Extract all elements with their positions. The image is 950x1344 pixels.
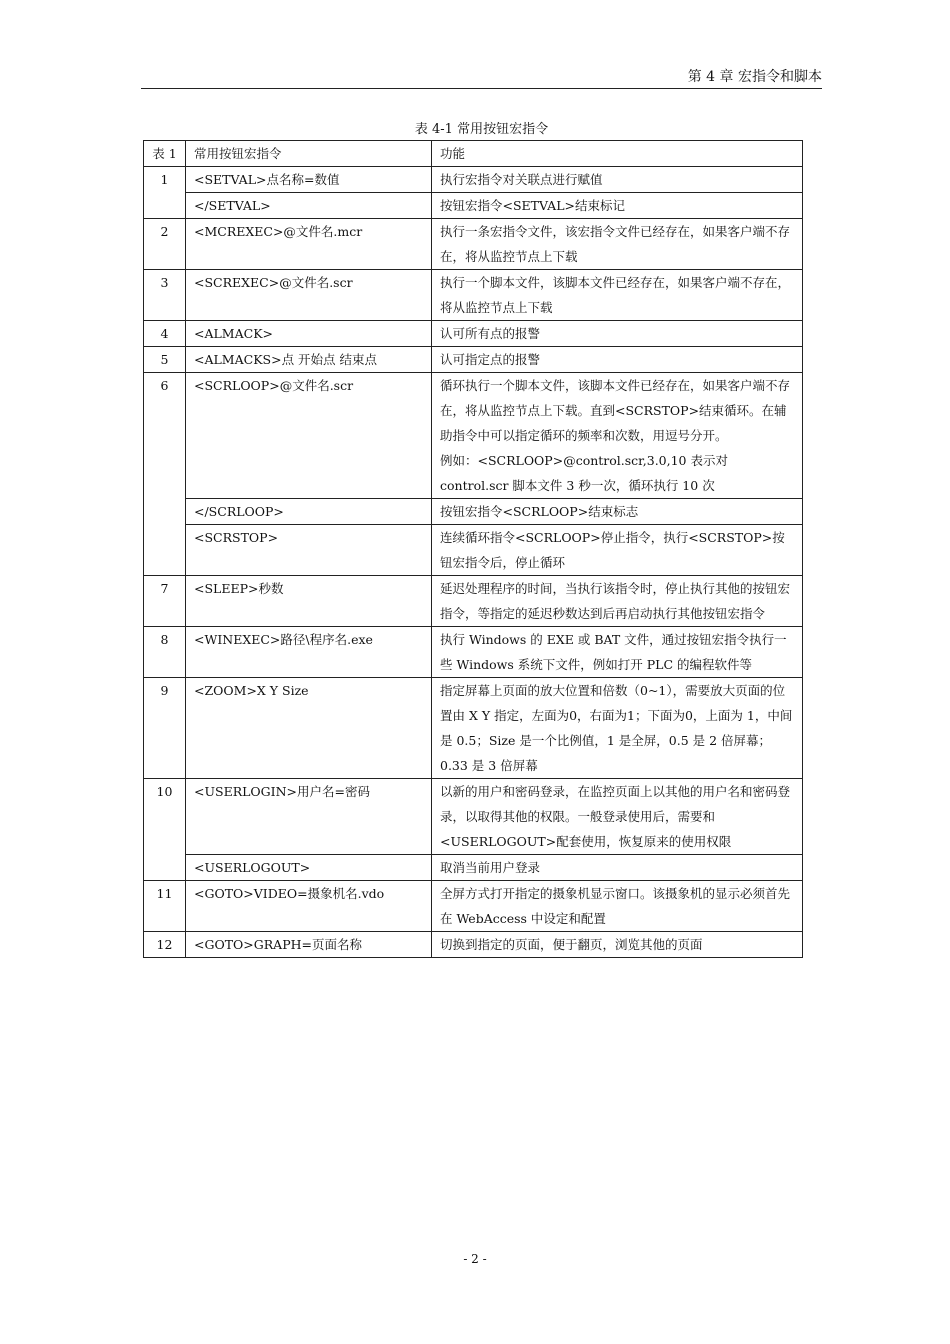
row-function: 认可指定点的报警 <box>432 347 803 373</box>
row-index: 3 <box>144 270 186 321</box>
table-caption: 表 4-1 常用按钮宏指令 <box>414 122 549 137</box>
table-header-row <box>144 141 803 167</box>
row-function <box>432 373 803 499</box>
row-function: 取消当前用户登录 <box>432 855 803 881</box>
page-number: - 2 - <box>463 1252 487 1266</box>
row-index: 7 <box>144 576 186 627</box>
table-row <box>144 576 803 627</box>
row-index: 5 <box>144 347 186 373</box>
row-command: <SLEEP>秒数 <box>186 576 432 627</box>
row-function: 以新的用户和密码登录，在监控页面上以其他的用户名和密码登录，以取得其他的权限。一般登录使用后，需要和<USERLOGOUT>配套使用，恢复原来的使用权限 <box>432 779 803 855</box>
row-function: 切换到指定的页面，便于翻页，浏览其他的页面 <box>432 932 803 958</box>
row-function: 认可所有点的报警 <box>432 321 803 347</box>
row-index: 9 <box>144 678 186 779</box>
row-index: 1 <box>144 167 186 219</box>
row-command: <SETVAL>点名称=数值 <box>186 167 432 193</box>
row-function: 连续循环指令<SCRLOOP>停止指令，执行<SCRSTOP>按钮宏指令后，停止循环 <box>432 525 803 576</box>
row-index: 4 <box>144 321 186 347</box>
row-command: </SCRLOOP> <box>186 499 432 525</box>
header-function: 功能 <box>432 141 803 167</box>
row-command: <ALMACK> <box>186 321 432 347</box>
row-index: 10 <box>144 779 186 881</box>
table-row <box>144 270 803 321</box>
table-row <box>144 881 803 932</box>
table-row <box>144 167 803 193</box>
row-index: 8 <box>144 627 186 678</box>
row-command: <SCRLOOP>@文件名.scr <box>186 373 432 499</box>
row-function: 执行宏指令对关联点进行赋值 <box>432 167 803 193</box>
row-index: 2 <box>144 219 186 270</box>
row-function: 按钮宏指令<SCRLOOP>结束标志 <box>432 499 803 525</box>
table-row <box>144 932 803 958</box>
table-row <box>144 373 803 499</box>
row-function: 执行一条宏指令文件，该宏指令文件已经存在，如果客户端不存在，将从监控节点上下载 <box>432 219 803 270</box>
table-row <box>144 321 803 347</box>
row-command: </SETVAL> <box>186 193 432 219</box>
header-index: 表 1 <box>144 141 186 167</box>
table-row <box>144 219 803 270</box>
function-example: 例如：<SCRLOOP>@control.scr,3.0,10 表示对 control.scr 脚本文件 3 秒一次，循环执行 10 次 <box>440 453 728 493</box>
row-command: <USERLOGIN>用户名=密码 <box>186 779 432 855</box>
row-command: <MCREXEC>@文件名.mcr <box>186 219 432 270</box>
macro-command-table <box>143 140 803 958</box>
function-description: 循环执行一个脚本文件，该脚本文件已经存在，如果客户端不存在，将从监控节点上下载。直到<SCRSTOP>结束循环。在辅助指令中可以指定循环的频率和次数，用逗号分开。 <box>440 378 791 443</box>
table-row <box>144 678 803 779</box>
table-row <box>144 627 803 678</box>
row-command: <SCREXEC>@文件名.scr <box>186 270 432 321</box>
row-index: 12 <box>144 932 186 958</box>
row-command: <GOTO>GRAPH=页面名称 <box>186 932 432 958</box>
table-row <box>144 525 803 576</box>
row-index: 6 <box>144 373 186 576</box>
header-rule <box>141 88 822 89</box>
table-row <box>144 499 803 525</box>
row-command: <ZOOM>X Y Size <box>186 678 432 779</box>
row-function: 执行一个脚本文件，该脚本文件已经存在，如果客户端不存在，将从监控节点上下载 <box>432 270 803 321</box>
table-row <box>144 855 803 881</box>
row-command: <ALMACKS>点 开始点 结束点 <box>186 347 432 373</box>
row-function: 执行 Windows 的 EXE 或 BAT 文件，通过按钮宏指令执行一些 Windows 系统下文件，例如打开 PLC 的编程软件等 <box>432 627 803 678</box>
row-function: 延迟处理程序的时间，当执行该指令时，停止执行其他的按钮宏指令，等指定的延迟秒数达到后再启动执行其他按钮宏指令 <box>432 576 803 627</box>
table-row <box>144 347 803 373</box>
row-index: 11 <box>144 881 186 932</box>
header-command: 常用按钮宏指令 <box>186 141 432 167</box>
row-command: <GOTO>VIDEO=摄象机名.vdo <box>186 881 432 932</box>
row-command: <WINEXEC>路径\程序名.exe <box>186 627 432 678</box>
table-row <box>144 779 803 855</box>
row-function: 按钮宏指令<SETVAL>结束标记 <box>432 193 803 219</box>
table-row <box>144 193 803 219</box>
row-command: <USERLOGOUT> <box>186 855 432 881</box>
row-function: 指定屏幕上页面的放大位置和倍数（0~1），需要放大页面的位置由 X Y 指定，左面为0，右面为1；下面为0，上面为 1，中间是 0.5；Size 是一个比例值，1 是全屏，0.5 是 2 倍屏幕；0.33 是 3 倍屏幕 <box>432 678 803 779</box>
row-command: <SCRSTOP> <box>186 525 432 576</box>
chapter-header: 第 4 章 宏指令和脚本 <box>687 69 822 85</box>
row-function: 全屏方式打开指定的摄象机显示窗口。该摄象机的显示必须首先在 WebAccess 中设定和配置 <box>432 881 803 932</box>
